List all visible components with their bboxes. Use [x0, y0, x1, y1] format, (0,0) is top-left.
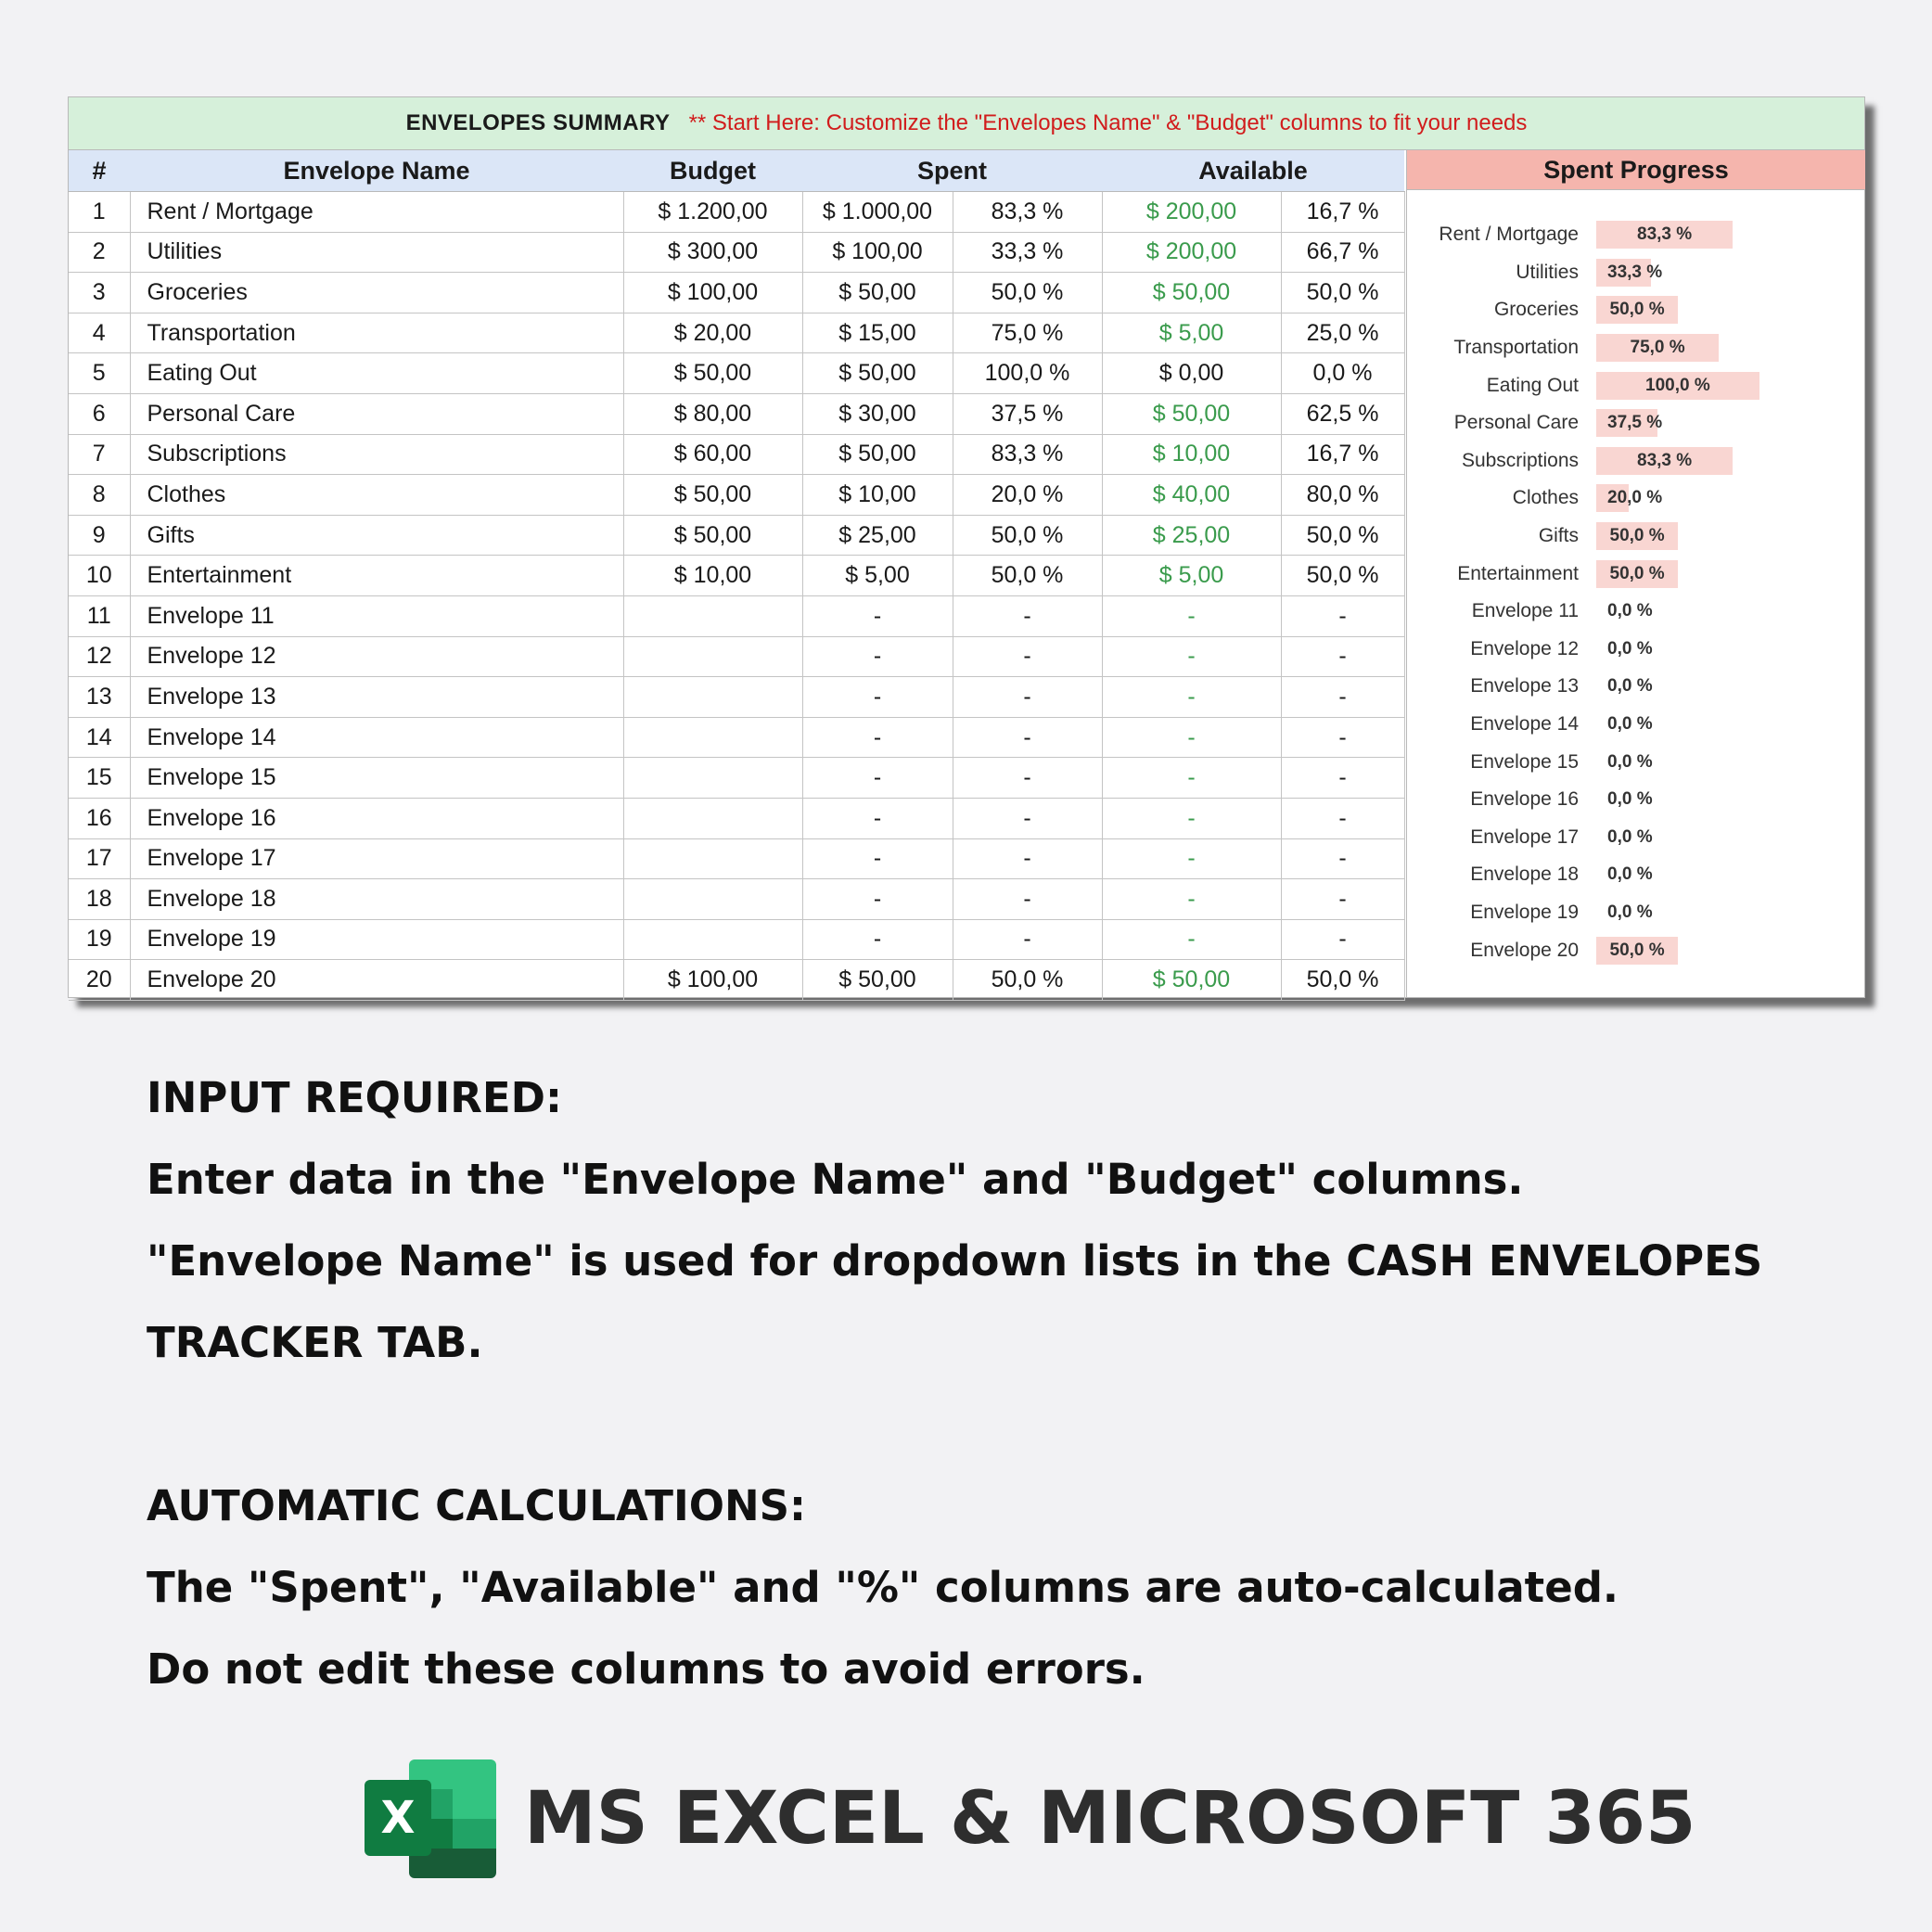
- cell-envelope-name[interactable]: Entertainment: [130, 556, 623, 596]
- cell-available: -: [1102, 677, 1281, 718]
- table-row: [69, 556, 1404, 596]
- cell-spent: -: [802, 636, 953, 677]
- cell-envelope-name[interactable]: Envelope 17: [130, 838, 623, 879]
- cell-envelope-name[interactable]: Envelope 12: [130, 636, 623, 677]
- cell-available: -: [1102, 798, 1281, 838]
- progress-row: [1407, 366, 1865, 404]
- cell-available-percent: 50,0 %: [1281, 273, 1404, 313]
- cell-row-number: 8: [69, 475, 130, 516]
- progress-label: Envelope 17: [1470, 825, 1579, 848]
- table-row: [69, 677, 1404, 718]
- progress-value: 0,0 %: [1607, 751, 1653, 772]
- cell-spent-percent: 50,0 %: [953, 960, 1102, 1001]
- cell-available-percent: -: [1281, 798, 1404, 838]
- excel-logo-icon: [365, 1759, 496, 1878]
- cell-spent: $ 30,00: [802, 393, 953, 434]
- cell-spent-percent: 33,3 %: [953, 232, 1102, 273]
- progress-label: Clothes: [1512, 487, 1579, 509]
- progress-track: [1596, 221, 1856, 249]
- progress-value: 50,0 %: [1609, 563, 1665, 583]
- progress-label: Utilities: [1516, 261, 1579, 283]
- table-row: [69, 919, 1404, 960]
- cell-budget[interactable]: [623, 919, 802, 960]
- excel-logo-letter: X: [365, 1780, 431, 1856]
- cell-row-number: 15: [69, 758, 130, 799]
- progress-row: [1407, 743, 1865, 781]
- progress-track: [1596, 748, 1856, 776]
- cell-budget[interactable]: [623, 595, 802, 636]
- progress-row: [1407, 781, 1865, 819]
- cell-spent: $ 50,00: [802, 353, 953, 394]
- table-row: [69, 798, 1404, 838]
- cell-envelope-name[interactable]: Groceries: [130, 273, 623, 313]
- progress-label: Envelope 15: [1470, 750, 1579, 773]
- progress-row: [1407, 894, 1865, 932]
- cell-row-number: 13: [69, 677, 130, 718]
- col-header-spent: Spent: [802, 150, 1102, 192]
- cell-spent: -: [802, 595, 953, 636]
- spent-progress-panel: [1406, 150, 1865, 997]
- table-row: [69, 595, 1404, 636]
- auto-instruction-line: The "Spent", "Available" and "%" columns are auto-calculated.: [147, 1563, 1619, 1612]
- cell-budget[interactable]: $ 20,00: [623, 313, 802, 353]
- cell-spent-percent: 83,3 %: [953, 434, 1102, 475]
- cell-spent-percent: -: [953, 595, 1102, 636]
- input-instruction-line: Enter data in the "Envelope Name" and "Budget" columns.: [147, 1155, 1524, 1204]
- progress-label: Personal Care: [1453, 412, 1579, 434]
- progress-label: Envelope 14: [1470, 713, 1579, 736]
- progress-row: [1407, 291, 1865, 329]
- summary-title-bar: [69, 97, 1864, 150]
- cell-available-percent: -: [1281, 717, 1404, 758]
- cell-available-percent: 50,0 %: [1281, 556, 1404, 596]
- col-header-budget: Budget: [623, 150, 802, 192]
- progress-track: [1596, 560, 1856, 588]
- cell-available: $ 200,00: [1102, 232, 1281, 273]
- progress-value: 100,0 %: [1645, 375, 1710, 395]
- cell-available: $ 10,00: [1102, 434, 1281, 475]
- progress-label: Envelope 11: [1471, 600, 1579, 622]
- cell-available-percent: 16,7 %: [1281, 434, 1404, 475]
- cell-spent: -: [802, 677, 953, 718]
- cell-spent-percent: 50,0 %: [953, 556, 1102, 596]
- progress-track: [1596, 334, 1856, 362]
- progress-label: Eating Out: [1486, 374, 1579, 396]
- cell-spent-percent: 75,0 %: [953, 313, 1102, 353]
- cell-available-percent: -: [1281, 677, 1404, 718]
- envelopes-table: [69, 150, 1405, 1001]
- cell-spent: -: [802, 798, 953, 838]
- cell-row-number: 5: [69, 353, 130, 394]
- cell-row-number: 1: [69, 192, 130, 233]
- progress-track: [1596, 861, 1856, 889]
- progress-row: [1407, 254, 1865, 292]
- cell-envelope-name[interactable]: Envelope 20: [130, 960, 623, 1001]
- progress-track: [1596, 635, 1856, 663]
- cell-spent-percent: -: [953, 919, 1102, 960]
- cell-spent: $ 1.000,00: [802, 192, 953, 233]
- cell-spent: $ 50,00: [802, 434, 953, 475]
- cell-available: $ 50,00: [1102, 393, 1281, 434]
- cell-row-number: 12: [69, 636, 130, 677]
- cell-available-percent: -: [1281, 595, 1404, 636]
- progress-label: Envelope 13: [1470, 675, 1579, 697]
- cell-spent: $ 10,00: [802, 475, 953, 516]
- progress-row: [1407, 518, 1865, 556]
- cell-spent-percent: -: [953, 677, 1102, 718]
- cell-available: $ 5,00: [1102, 556, 1281, 596]
- summary-title: ENVELOPES SUMMARY: [405, 110, 671, 135]
- cell-available-percent: -: [1281, 919, 1404, 960]
- cell-envelope-name[interactable]: Subscriptions: [130, 434, 623, 475]
- progress-row: [1407, 329, 1865, 367]
- cell-spent-percent: -: [953, 798, 1102, 838]
- cell-envelope-name[interactable]: Transportation: [130, 313, 623, 353]
- progress-label: Envelope 20: [1470, 939, 1579, 961]
- cell-row-number: 17: [69, 838, 130, 879]
- cell-row-number: 4: [69, 313, 130, 353]
- progress-row: [1407, 668, 1865, 706]
- cell-envelope-name[interactable]: Envelope 18: [130, 879, 623, 920]
- table-row: [69, 393, 1404, 434]
- cell-envelope-name[interactable]: Envelope 14: [130, 717, 623, 758]
- cell-row-number: 9: [69, 515, 130, 556]
- cell-budget[interactable]: [623, 879, 802, 920]
- input-instruction-line: TRACKER TAB.: [147, 1318, 483, 1367]
- cell-available: $ 5,00: [1102, 313, 1281, 353]
- progress-row: [1407, 706, 1865, 744]
- cell-spent-percent: 50,0 %: [953, 273, 1102, 313]
- progress-row: [1407, 555, 1865, 593]
- table-row: [69, 273, 1404, 313]
- progress-track: [1596, 937, 1856, 965]
- cell-budget[interactable]: $ 10,00: [623, 556, 802, 596]
- progress-value: 0,0 %: [1607, 789, 1653, 810]
- cell-row-number: 18: [69, 879, 130, 920]
- cell-available: $ 0,00: [1102, 353, 1281, 394]
- cell-spent-percent: 37,5 %: [953, 393, 1102, 434]
- cell-available: -: [1102, 595, 1281, 636]
- cell-available: $ 50,00: [1102, 960, 1281, 1001]
- col-header-name: Envelope Name: [130, 150, 623, 192]
- cell-spent-percent: 100,0 %: [953, 353, 1102, 394]
- cell-envelope-name[interactable]: Utilities: [130, 232, 623, 273]
- table-row: [69, 636, 1404, 677]
- cell-envelope-name[interactable]: Envelope 15: [130, 758, 623, 799]
- cell-available-percent: -: [1281, 636, 1404, 677]
- progress-label: Envelope 12: [1470, 637, 1579, 659]
- cell-available: -: [1102, 919, 1281, 960]
- cell-budget[interactable]: $ 50,00: [623, 353, 802, 394]
- cell-spent: $ 50,00: [802, 273, 953, 313]
- input-required-heading: INPUT REQUIRED:: [147, 1073, 562, 1122]
- table-row: [69, 475, 1404, 516]
- progress-track: [1596, 597, 1856, 625]
- progress-value: 50,0 %: [1609, 526, 1665, 546]
- table-row: [69, 192, 1404, 233]
- cell-available: -: [1102, 636, 1281, 677]
- brand-text: MS EXCEL & MICROSOFT 365: [524, 1777, 1696, 1861]
- cell-spent: $ 5,00: [802, 556, 953, 596]
- table-row: [69, 960, 1404, 1001]
- progress-value: 0,0 %: [1607, 864, 1653, 885]
- progress-track: [1596, 372, 1856, 400]
- cell-spent-percent: -: [953, 636, 1102, 677]
- progress-label: Transportation: [1453, 337, 1579, 359]
- cell-row-number: 3: [69, 273, 130, 313]
- cell-available-percent: 62,5 %: [1281, 393, 1404, 434]
- cell-budget[interactable]: $ 60,00: [623, 434, 802, 475]
- progress-row: [1407, 856, 1865, 894]
- cell-row-number: 20: [69, 960, 130, 1001]
- progress-track: [1596, 710, 1856, 738]
- auto-instruction-line: Do not edit these columns to avoid errors.: [147, 1644, 1145, 1694]
- progress-row: [1407, 819, 1865, 857]
- cell-spent: -: [802, 838, 953, 879]
- progress-track: [1596, 824, 1856, 851]
- spent-progress-chart: [1407, 216, 1865, 969]
- progress-label: Envelope 19: [1470, 901, 1579, 923]
- spent-progress-header: Spent Progress: [1407, 150, 1865, 190]
- table-row: [69, 434, 1404, 475]
- cell-spent: -: [802, 717, 953, 758]
- cell-spent-percent: 20,0 %: [953, 475, 1102, 516]
- cell-spent: $ 50,00: [802, 960, 953, 1001]
- progress-track: [1596, 259, 1856, 287]
- cell-budget[interactable]: [623, 838, 802, 879]
- cell-spent-percent: -: [953, 758, 1102, 799]
- table-row: [69, 515, 1404, 556]
- cell-available: $ 200,00: [1102, 192, 1281, 233]
- progress-row: [1407, 593, 1865, 631]
- cell-available-percent: -: [1281, 879, 1404, 920]
- cell-available-percent: 16,7 %: [1281, 192, 1404, 233]
- input-instruction-line: "Envelope Name" is used for dropdown lists in the CASH ENVELOPES: [147, 1236, 1763, 1286]
- table-row: [69, 717, 1404, 758]
- cell-available-percent: 50,0 %: [1281, 515, 1404, 556]
- table-row: [69, 879, 1404, 920]
- col-header-num: #: [69, 150, 130, 192]
- cell-envelope-name[interactable]: Gifts: [130, 515, 623, 556]
- progress-value: 50,0 %: [1609, 940, 1665, 960]
- progress-row: [1407, 631, 1865, 669]
- cell-row-number: 11: [69, 595, 130, 636]
- cell-row-number: 7: [69, 434, 130, 475]
- progress-value: 0,0 %: [1607, 902, 1653, 922]
- cell-budget[interactable]: $ 50,00: [623, 475, 802, 516]
- instructions: [147, 1057, 1862, 1710]
- cell-spent: $ 100,00: [802, 232, 953, 273]
- progress-row: [1407, 480, 1865, 518]
- cell-envelope-name[interactable]: Rent / Mortgage: [130, 192, 623, 233]
- progress-value: 20,0 %: [1607, 488, 1663, 508]
- cell-spent-percent: 83,3 %: [953, 192, 1102, 233]
- progress-value: 0,0 %: [1607, 714, 1653, 735]
- progress-value: 75,0 %: [1630, 338, 1685, 358]
- cell-envelope-name[interactable]: Clothes: [130, 475, 623, 516]
- cell-available: $ 25,00: [1102, 515, 1281, 556]
- cell-spent: $ 25,00: [802, 515, 953, 556]
- cell-available: $ 50,00: [1102, 273, 1281, 313]
- cell-envelope-name[interactable]: Eating Out: [130, 353, 623, 394]
- cell-available: -: [1102, 879, 1281, 920]
- cell-budget[interactable]: [623, 798, 802, 838]
- cell-available: $ 40,00: [1102, 475, 1281, 516]
- progress-value: 83,3 %: [1637, 450, 1693, 470]
- progress-label: Groceries: [1493, 299, 1579, 321]
- table-row: [69, 313, 1404, 353]
- progress-row: [1407, 442, 1865, 480]
- cell-row-number: 16: [69, 798, 130, 838]
- summary-note: ** Start Here: Customize the "Envelopes Name" & "Budget" columns to fit your needs: [688, 110, 1528, 135]
- progress-track: [1596, 296, 1856, 324]
- cell-row-number: 19: [69, 919, 130, 960]
- progress-label: Rent / Mortgage: [1439, 224, 1579, 246]
- cell-available-percent: -: [1281, 838, 1404, 879]
- table-row: [69, 758, 1404, 799]
- progress-value: 37,5 %: [1607, 413, 1663, 433]
- progress-row: [1407, 216, 1865, 254]
- cell-available-percent: 0,0 %: [1281, 353, 1404, 394]
- cell-budget[interactable]: [623, 677, 802, 718]
- progress-track: [1596, 672, 1856, 700]
- progress-track: [1596, 484, 1856, 512]
- cell-budget[interactable]: $ 300,00: [623, 232, 802, 273]
- cell-available-percent: 50,0 %: [1281, 960, 1404, 1001]
- cell-available-percent: 25,0 %: [1281, 313, 1404, 353]
- cell-spent: $ 15,00: [802, 313, 953, 353]
- cell-spent-percent: -: [953, 879, 1102, 920]
- cell-spent-percent: 50,0 %: [953, 515, 1102, 556]
- cell-available: -: [1102, 838, 1281, 879]
- cell-spent: -: [802, 758, 953, 799]
- progress-label: Envelope 16: [1470, 788, 1579, 811]
- cell-budget[interactable]: $ 1.200,00: [623, 192, 802, 233]
- cell-row-number: 10: [69, 556, 130, 596]
- progress-row: [1407, 931, 1865, 969]
- cell-envelope-name[interactable]: Envelope 19: [130, 919, 623, 960]
- progress-track: [1596, 409, 1856, 437]
- progress-label: Entertainment: [1457, 562, 1579, 584]
- cell-row-number: 14: [69, 717, 130, 758]
- cell-envelope-name[interactable]: Envelope 13: [130, 677, 623, 718]
- progress-row: [1407, 404, 1865, 442]
- cell-available-percent: 80,0 %: [1281, 475, 1404, 516]
- progress-label: Envelope 18: [1470, 864, 1579, 886]
- progress-track: [1596, 447, 1856, 475]
- cell-spent-percent: -: [953, 838, 1102, 879]
- cell-available: -: [1102, 717, 1281, 758]
- progress-value: 83,3 %: [1637, 224, 1693, 245]
- cell-budget[interactable]: [623, 717, 802, 758]
- progress-value: 0,0 %: [1607, 826, 1653, 847]
- cell-available-percent: -: [1281, 758, 1404, 799]
- footer-brand: [365, 1759, 1695, 1878]
- progress-track: [1596, 522, 1856, 550]
- progress-value: 33,3 %: [1607, 262, 1663, 282]
- cell-available-percent: 66,7 %: [1281, 232, 1404, 273]
- cell-budget[interactable]: $ 100,00: [623, 960, 802, 1001]
- table-header-row: [69, 150, 1404, 192]
- table-row: [69, 353, 1404, 394]
- cell-row-number: 2: [69, 232, 130, 273]
- progress-value: 0,0 %: [1607, 676, 1653, 697]
- cell-row-number: 6: [69, 393, 130, 434]
- cell-spent-percent: -: [953, 717, 1102, 758]
- progress-track: [1596, 786, 1856, 813]
- table-row: [69, 838, 1404, 879]
- cell-spent: -: [802, 879, 953, 920]
- cell-available: -: [1102, 758, 1281, 799]
- cell-budget[interactable]: $ 100,00: [623, 273, 802, 313]
- cell-envelope-name[interactable]: Personal Care: [130, 393, 623, 434]
- progress-label: Subscriptions: [1461, 449, 1579, 471]
- cell-budget[interactable]: [623, 636, 802, 677]
- cell-envelope-name[interactable]: Envelope 11: [130, 595, 623, 636]
- cell-budget[interactable]: $ 50,00: [623, 515, 802, 556]
- cell-envelope-name[interactable]: Envelope 16: [130, 798, 623, 838]
- progress-value: 0,0 %: [1607, 601, 1653, 621]
- auto-calculations-heading: AUTOMATIC CALCULATIONS:: [147, 1481, 807, 1530]
- cell-budget[interactable]: $ 80,00: [623, 393, 802, 434]
- progress-label: Gifts: [1538, 525, 1579, 547]
- progress-track: [1596, 899, 1856, 927]
- table-body: [69, 192, 1404, 1001]
- envelopes-summary-sheet: [68, 96, 1865, 998]
- table-row: [69, 232, 1404, 273]
- progress-value: 0,0 %: [1607, 638, 1653, 659]
- cell-budget[interactable]: [623, 758, 802, 799]
- progress-value: 50,0 %: [1609, 300, 1665, 320]
- col-header-available: Available: [1102, 150, 1404, 192]
- cell-spent: -: [802, 919, 953, 960]
